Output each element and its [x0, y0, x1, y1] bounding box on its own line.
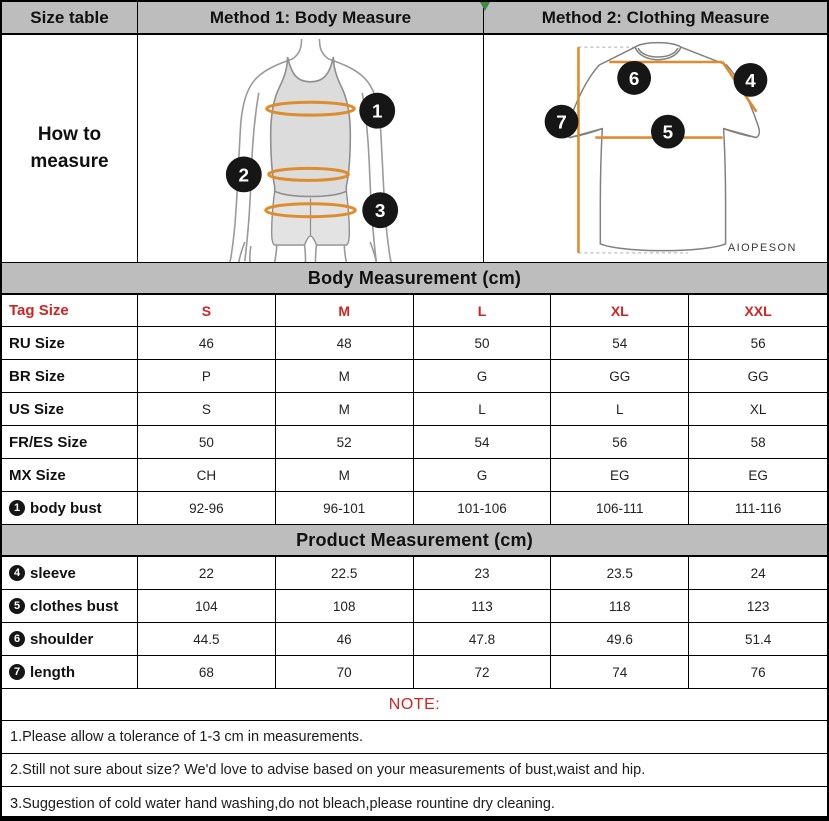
table-cell: 46 [276, 623, 414, 655]
row-label-text: length [30, 663, 75, 681]
marker-4-badge [734, 63, 768, 97]
tag-size-l: L [414, 295, 552, 326]
row-fres-size [2, 426, 827, 459]
svg-text:2: 2 [238, 165, 250, 187]
svg-text:7: 7 [556, 112, 567, 134]
product-measurement-header-row [2, 525, 827, 557]
table-cell: L [551, 393, 689, 425]
row-us-size [2, 393, 827, 426]
tag-size-row [2, 295, 827, 327]
table-cell: 51.4 [744, 631, 772, 647]
row-mx-size [2, 459, 827, 492]
table-cell: GG [551, 360, 689, 392]
table-cell: 111-116 [734, 500, 782, 516]
tag-size-m: M [276, 295, 414, 326]
table-cell: 24 [750, 565, 766, 581]
table-cell: 49.6 [551, 623, 689, 655]
header-size-table: Size table [2, 2, 138, 33]
note-title-row [2, 689, 827, 721]
tag-size-xl: XL [551, 295, 689, 326]
table-cell: CH [138, 459, 276, 491]
marker-3-badge [362, 192, 398, 228]
table-cell: 76 [750, 664, 766, 680]
table-cell: 74 [551, 656, 689, 688]
table-cell: 92-96 [138, 492, 276, 524]
table-cell: 44.5 [138, 623, 276, 655]
table-cell: XL [749, 401, 767, 417]
row-shoulder [2, 623, 827, 656]
row-label-text: MX Size [9, 466, 66, 484]
table-cell: 58 [750, 434, 766, 450]
row-label [2, 327, 138, 359]
table-cell: 54 [414, 426, 552, 458]
row-label [2, 492, 138, 524]
brand-label: AIOPESON [727, 241, 797, 254]
note-item-2 [2, 754, 827, 787]
table-cell: 22 [138, 557, 276, 589]
shirt-measure-illustration [484, 35, 827, 262]
marker-7-badge [545, 105, 579, 139]
row-label-text: shoulder [30, 630, 94, 648]
row-sleeve [2, 557, 827, 590]
svg-text:5: 5 [662, 122, 674, 144]
marker-6-icon: 6 [9, 631, 25, 647]
how-to-measure-label: How to measure [2, 35, 138, 262]
table-cell: M [276, 459, 414, 491]
svg-text:1: 1 [371, 101, 383, 123]
table-cell: 48 [276, 327, 414, 359]
table-cell: G [414, 459, 552, 491]
table-cell: 108 [276, 590, 414, 622]
marker-1-icon: 1 [9, 500, 25, 516]
row-label [2, 426, 138, 458]
row-length [2, 656, 827, 689]
marker-7-icon: 7 [9, 664, 25, 680]
note-item-3 [2, 787, 827, 820]
table-cell: GG [747, 368, 769, 384]
table-cell: 56 [551, 426, 689, 458]
tag-size-s: S [138, 295, 276, 326]
row-label-text: BR Size [9, 367, 65, 385]
svg-text:3: 3 [374, 201, 386, 223]
table-cell: 70 [276, 656, 414, 688]
row-label-text: RU Size [9, 334, 65, 352]
body-measurement-header-row [2, 263, 827, 295]
row-label [2, 360, 138, 392]
marker-6-badge [617, 61, 651, 95]
note-title: NOTE: [388, 695, 441, 713]
legs [275, 245, 347, 262]
table-cell: 50 [138, 426, 276, 458]
table-cell: M [276, 393, 414, 425]
body-measurement-title: Body Measurement (cm) [2, 263, 827, 293]
marker-4-icon: 4 [9, 565, 25, 581]
row-label [2, 656, 138, 688]
clothing-figure-cell [484, 35, 827, 262]
table-cell: 22.5 [276, 557, 414, 589]
table-cell: 101-106 [414, 492, 552, 524]
table-cell: 123 [746, 598, 770, 614]
how-to-measure-row [2, 35, 827, 263]
header-method1: Method 1: Body Measure [138, 2, 484, 33]
header-method2: Method 2: Clothing Measure [484, 2, 827, 33]
table-cell: 113 [414, 590, 552, 622]
note-text: 2.Still not sure about size? We'd love to advise based on your measurements of bust,waist and hip. [10, 762, 646, 778]
note-text: 1.Please allow a tolerance of 1-3 cm in measurements. [10, 729, 364, 745]
marker-5-icon: 5 [9, 598, 25, 614]
table-cell: 50 [414, 327, 552, 359]
table-cell: EG [748, 467, 768, 483]
note-item-1 [2, 721, 827, 754]
row-ru-size [2, 327, 827, 360]
row-label [2, 393, 138, 425]
svg-text:4: 4 [745, 70, 756, 92]
product-measurement-title: Product Measurement (cm) [2, 525, 827, 555]
table-cell: EG [551, 459, 689, 491]
row-label-text: body bust [30, 499, 102, 517]
marker-5-badge [651, 115, 685, 149]
svg-text:6: 6 [628, 68, 640, 90]
table-cell: G [414, 360, 552, 392]
note-text: 3.Suggestion of cold water hand washing,do not bleach,please rountine dry cleaning. [10, 795, 555, 812]
row-label-text: FR/ES Size [9, 433, 88, 451]
table-cell: 52 [276, 426, 414, 458]
row-label-text: sleeve [30, 564, 76, 582]
table-cell: 54 [551, 327, 689, 359]
row-label-text: clothes bust [30, 597, 119, 615]
table-cell: 106-111 [551, 492, 689, 524]
table-cell: 96-101 [276, 492, 414, 524]
row-label-text: US Size [9, 400, 65, 418]
table-cell: 23 [414, 557, 552, 589]
table-cell: 104 [138, 590, 276, 622]
table-cell: 72 [414, 656, 552, 688]
table-cell: L [414, 393, 552, 425]
row-label [2, 557, 138, 589]
row-clothes-bust [2, 590, 827, 623]
tank-top [271, 57, 351, 197]
body-figure-cell [138, 35, 484, 262]
table-cell: 23.5 [551, 557, 689, 589]
row-label [2, 459, 138, 491]
table-cell: P [138, 360, 276, 392]
table-cell: M [276, 360, 414, 392]
table-cell: S [138, 393, 276, 425]
marker-2-badge [226, 156, 262, 192]
marker-1-badge [359, 93, 395, 129]
table-cell: 68 [138, 656, 276, 688]
row-body-bust [2, 492, 827, 525]
body-measure-illustration [138, 35, 483, 262]
row-label [2, 590, 138, 622]
table-cell: 118 [551, 590, 689, 622]
top-header-row [2, 2, 827, 35]
row-label [2, 623, 138, 655]
table-cell: 56 [750, 335, 766, 351]
table-cell: 47.8 [414, 623, 552, 655]
tag-size-label: Tag Size [2, 295, 138, 326]
table-cell: 46 [138, 327, 276, 359]
tag-size-xxl: XXL [744, 302, 772, 319]
row-br-size [2, 360, 827, 393]
